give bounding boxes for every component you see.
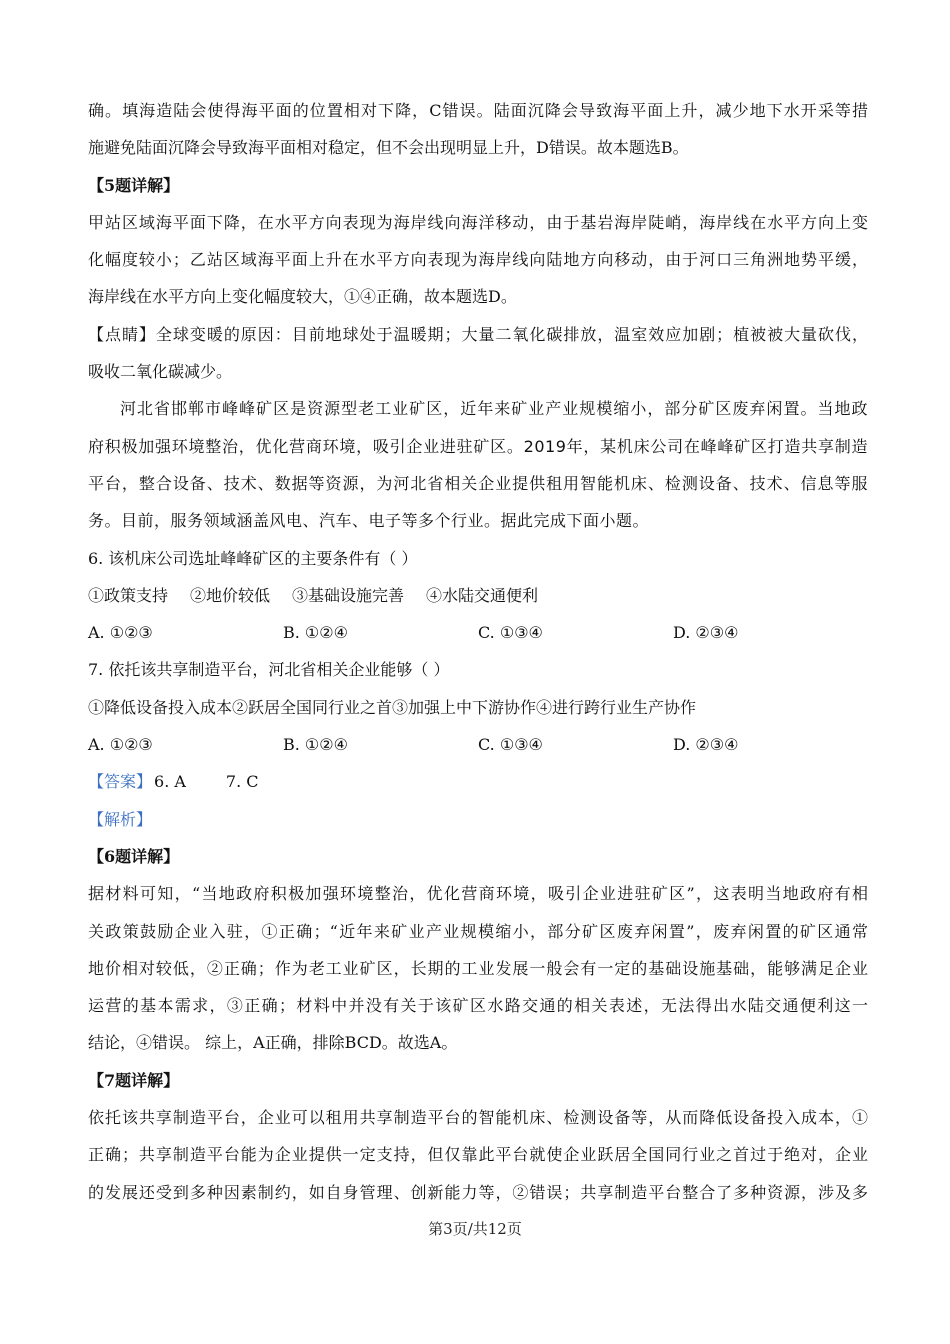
dianjing-line: 吸收二氧化碳减少。 [88, 362, 233, 382]
paragraph-line: 正确；共享制造平台能为企业提供一定支持，但仅靠此平台就使企业跃居全国同行业之首过于绝对，企业 [88, 1145, 868, 1165]
material-line: 府积极加强环境整治，优化营商环境，吸引企业进驻矿区。2019年，某机床公司在峰峰矿区打造共享制造 [88, 436, 868, 456]
q5-detail-heading: 【5题详解】 [88, 175, 180, 195]
paragraph-line: 依托该共享制造平台，企业可以租用共享制造平台的智能机床、检测设备等，从而降低设备投入成本，① [88, 1108, 868, 1128]
material-line: 平台，整合设备、技术、数据等资源，为河北省相关企业提供租用智能机床、检测设备、技术、信息等服 [88, 473, 868, 493]
paragraph-line: 确。填海造陆会使得海平面的位置相对下降，C错误。陆面沉降会导致海平面上升，减少地下水开采等措 [88, 101, 868, 120]
answer-7: 7. C [225, 772, 259, 792]
paragraph-line: 化幅度较小；乙站区域海平面上升在水平方向表现为海岸线向陆地方向移动，由于河口三角洲地势平缓， [88, 250, 868, 270]
option-b: B. ①②④ [283, 623, 348, 643]
paragraph-line: 关政策鼓励企业入驻，①正确；“近年来矿业产业规模缩小，部分矿区废弃闲置”，废弃闲置的矿区通常 [88, 921, 868, 941]
answer-6: 6. A [154, 772, 186, 792]
q6-statements [88, 577, 868, 614]
q6-detail-heading: 【6题详解】 [88, 846, 180, 866]
q6-options [88, 614, 868, 651]
paragraph-line: 海岸线在水平方向上变化幅度较大，①④正确，故本题选D。 [88, 287, 517, 307]
analysis-label: 【解析】 [88, 809, 153, 829]
paragraph-line: 的发展还受到多种因素制约，如自身管理、创新能力等，②错误；共享制造平台整合了多种资源，涉及多 [88, 1182, 868, 1202]
option-c: C. ①③④ [478, 735, 543, 755]
document-body [88, 92, 868, 1211]
answer-line [88, 763, 868, 800]
statement: ①政策支持 [88, 585, 169, 605]
paragraph-line: 甲站区域海平面下降，在水平方向表现为海岸线向海洋移动，由于基岩海岸陡峭，海岸线在水平方向上变 [88, 212, 868, 232]
paragraph-line: 地价相对较低，②正确；作为老工业矿区，长期的工业发展一般会有一定的基础设施基础，能够满足企业 [88, 958, 868, 978]
material-line: 河北省邯郸市峰峰矿区是资源型老工业矿区，近年来矿业产业规模缩小，部分矿区废弃闲置。当地政 [120, 399, 868, 419]
option-c: C. ①③④ [478, 623, 543, 643]
dianjing-line: 【点睛】全球变暖的原因：目前地球处于温暖期；大量二氧化碳排放，温室效应加剧；植被被大量砍伐， [88, 324, 868, 344]
option-a: A. ①②③ [88, 623, 153, 643]
q7-statements: ①降低设备投入成本②跃居全国同行业之首③加强上中下游协作④进行跨行业生产协作 [88, 697, 697, 717]
q6-stem: 6. 该机床公司选址峰峰矿区的主要条件有（ ） [88, 548, 418, 568]
option-d: D. ②③④ [673, 623, 739, 643]
paragraph-line: 运营的基本需求，③正确；材料中并没有关于该矿区水路交通的相关表述，无法得出水陆交通便利这一 [88, 996, 868, 1016]
option-b: B. ①②④ [283, 735, 348, 755]
paragraph-line: 据材料可知，“当地政府积极加强环境整治，优化营商环境，吸引企业进驻矿区”，这表明当地政府有相 [88, 884, 868, 904]
page-number: 第3页/共12页 [428, 1220, 522, 1238]
q7-stem: 7. 依托该共享制造平台，河北省相关企业能够（ ） [88, 660, 450, 680]
option-d: D. ②③④ [673, 735, 739, 755]
statement: ③基础设施完善 [292, 585, 405, 605]
answer-label: 【答案】 [88, 772, 153, 792]
paragraph-line: 施避免陆面沉降会导致海平面相对稳定，但不会出现明显上升，D错误。故本题选B。 [88, 138, 689, 158]
paragraph-line: 结论，④错误。 综上，A正确，排除BCD。故选A。 [88, 1033, 458, 1053]
q7-options [88, 726, 868, 763]
option-a: A. ①②③ [88, 735, 153, 755]
statement: ②地价较低 [190, 585, 271, 605]
material-line: 务。目前，服务领域涵盖风电、汽车、电子等多个行业。据此完成下面小题。 [88, 511, 650, 531]
q7-detail-heading: 【7题详解】 [88, 1070, 180, 1090]
statement: ④水陆交通便利 [426, 585, 539, 605]
